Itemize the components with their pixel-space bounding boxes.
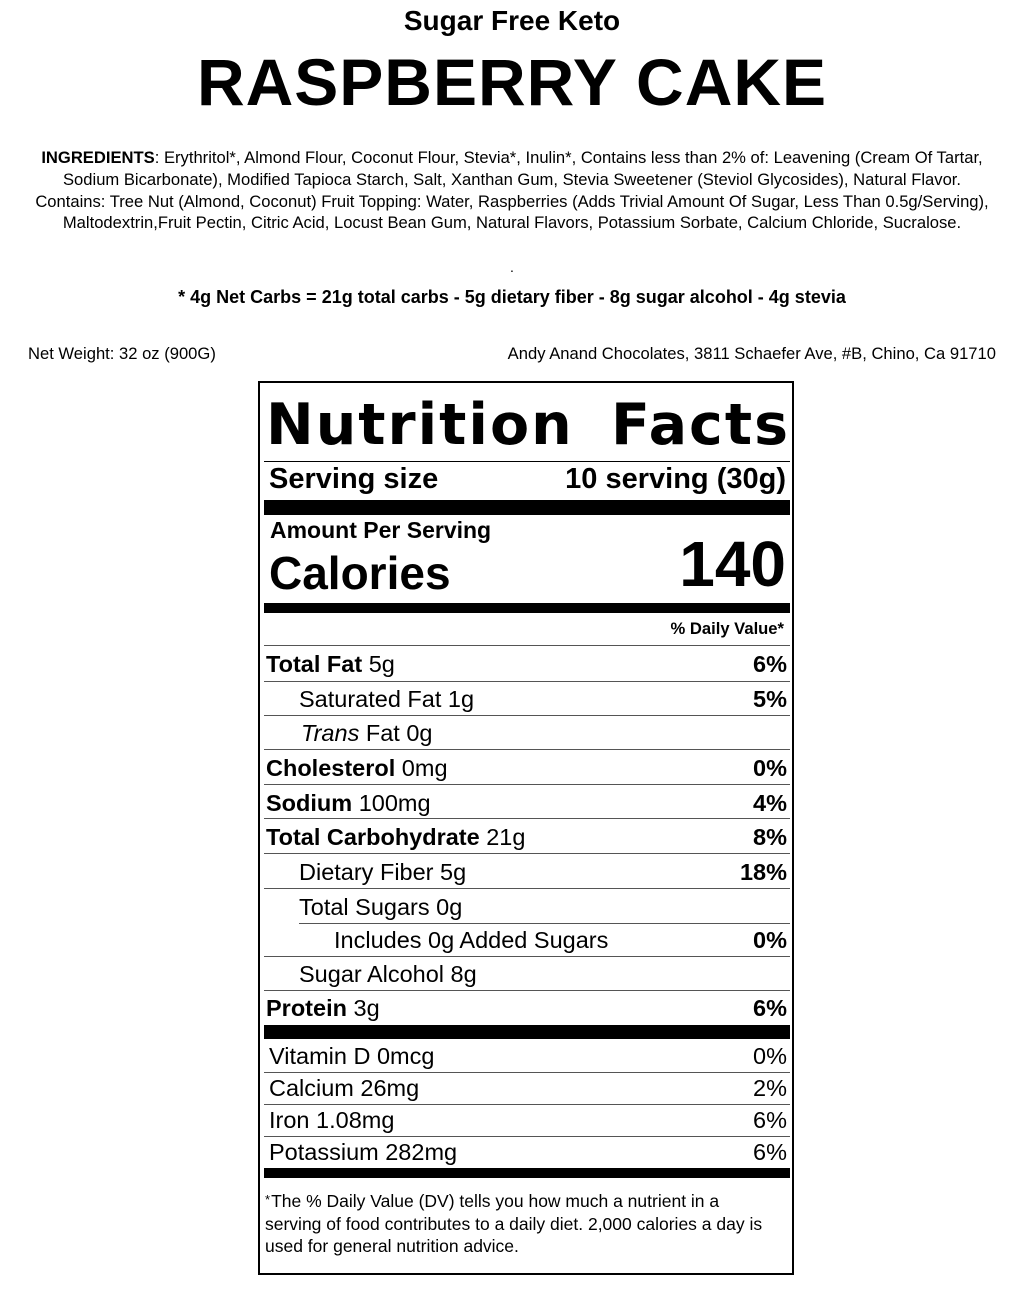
- nutrient-daily-value: 8%: [753, 824, 787, 850]
- nutrient-amount: 5g: [362, 651, 395, 677]
- nutrient-amount: Fat 0g: [359, 720, 433, 746]
- nutrient-label: [266, 994, 380, 1022]
- nutrient-label: [334, 926, 608, 954]
- vitamin-daily-value: 0%: [753, 1043, 787, 1069]
- nutrient-daily-value: 6%: [753, 995, 787, 1021]
- nutrient-amount: Saturated Fat 1g: [299, 686, 475, 712]
- nutrition-title-word: Nutrition: [266, 392, 574, 458]
- nutrient-row: [299, 960, 787, 988]
- nutrient-name: Protein: [266, 995, 347, 1021]
- nutrient-amount: 0mg: [395, 755, 448, 781]
- nutrient-row: [299, 893, 787, 921]
- divider: [264, 1136, 790, 1137]
- thick-rule-calories: [264, 603, 790, 613]
- divider: [264, 1072, 790, 1073]
- thick-rule-top: [264, 500, 790, 515]
- nutrient-amount: 100mg: [352, 790, 431, 816]
- nutrient-daily-value: 0%: [753, 755, 787, 781]
- serving-size-label: Serving size: [269, 463, 439, 495]
- divider: [264, 749, 790, 750]
- nutrient-label: [299, 685, 474, 713]
- nutrient-amount: Dietary Fiber 5g: [299, 859, 467, 885]
- nutrient-row: [299, 858, 787, 886]
- nutrient-label: [266, 823, 525, 851]
- nutrient-row: [266, 994, 787, 1022]
- product-title: RASPBERRY CAKE: [196, 45, 828, 119]
- manufacturer-address: Andy Anand Chocolates, 3811 Schaefer Ave, #B, Chino, Ca 91710: [507, 344, 996, 363]
- divider: [264, 818, 790, 819]
- nutrient-label: [266, 754, 448, 782]
- nutrient-label: [266, 650, 395, 678]
- daily-value-footnote: [265, 1189, 775, 1258]
- nutrient-row: [266, 754, 787, 782]
- divider: [264, 715, 790, 716]
- nutrient-row: [301, 719, 787, 747]
- serving-size-row: [269, 462, 786, 496]
- ingredients-label: INGREDIENTS: [41, 148, 155, 167]
- divider: [264, 956, 790, 957]
- product-subtitle: Sugar Free Keto: [403, 5, 621, 36]
- vitamin-label: Calcium 26mg: [269, 1075, 420, 1101]
- vitamin-daily-value: 2%: [753, 1075, 787, 1101]
- nutrient-row: [266, 823, 787, 851]
- vitamin-row: [269, 1106, 787, 1134]
- vitamin-row: [269, 1042, 787, 1070]
- nutrient-name: Cholesterol: [266, 755, 396, 781]
- divider: [299, 923, 790, 924]
- divider: [264, 1104, 790, 1105]
- nutrient-label: [301, 719, 432, 747]
- nutrient-daily-value: 6%: [753, 651, 787, 677]
- divider: [264, 888, 790, 889]
- divider: [264, 853, 790, 854]
- nutrient-label: [299, 893, 462, 921]
- nutrient-label: [266, 789, 431, 817]
- thick-rule-bottom: [264, 1168, 790, 1178]
- nutrient-row: [334, 926, 787, 954]
- divider: [264, 645, 790, 646]
- nutrient-daily-value: 5%: [753, 686, 787, 712]
- amount-per-serving: Amount Per Serving: [270, 517, 492, 543]
- nutrition-facts-title: [266, 393, 790, 457]
- nutrient-row: [266, 789, 787, 817]
- vitamin-label: Iron 1.08mg: [269, 1107, 395, 1133]
- nutrient-daily-value: 18%: [739, 859, 787, 885]
- vitamin-label: Potassium 282mg: [269, 1139, 458, 1165]
- vitamin-row: [269, 1138, 787, 1166]
- nutrient-name-italic: Trans: [301, 720, 360, 746]
- ingredients-text: [30, 147, 994, 234]
- footnote-text: The % Daily Value (DV) tells you how much a nutrient in a serving of food contributes to a daily diet. 2,000 calories a day is used for general nutrition advice.: [265, 1191, 763, 1256]
- facts-title-word: Facts: [610, 392, 790, 458]
- net-carbs-note: * 4g Net Carbs = 21g total carbs - 5g dietary fiber - 8g sugar alcohol - 4g stevia: [178, 287, 846, 307]
- thick-rule-vitamins: [264, 1025, 790, 1039]
- vitamin-label: Vitamin D 0mcg: [269, 1043, 435, 1069]
- nutrient-name: Total Carbohydrate: [266, 824, 480, 850]
- ingredients-list: : Erythritol*, Almond Flour, Coconut Flour, Stevia*, Inulin*, Contains less than 2% of: Leavening (Cream Of Tartar, Sodium Bicarbonate), Modified Tapioca Starch, Salt, Xanthan Gum, Stevia Sweetener (Steviol Glycosides), Natural Flavor. Contains: Tree Nut (Almond, Coconut) Fruit Topping: Water, Raspberries (Adds Trivial Amount Of Sugar, Less Than 0.5g/Serving), Maltodextrin,Fruit Pectin, Citric Acid, Locust Bean Gum, Natural Flavors, Potassium Sorbate, Calcium Chloride, Sucralose.: [35, 148, 989, 233]
- nutrient-amount: Sugar Alcohol 8g: [299, 961, 477, 987]
- nutrient-label: [299, 858, 466, 886]
- nutrient-amount: 21g: [479, 824, 526, 850]
- nutrient-label: [299, 960, 477, 988]
- nutrient-amount: 3g: [346, 995, 380, 1021]
- nutrient-row: [266, 650, 787, 678]
- nutrient-amount: Total Sugars 0g: [299, 894, 463, 920]
- vitamin-daily-value: 6%: [753, 1107, 787, 1133]
- nutrient-daily-value: 0%: [753, 927, 787, 953]
- divider: [264, 681, 790, 682]
- calories-value: 140: [679, 528, 786, 600]
- nutrient-daily-value: 4%: [753, 790, 787, 816]
- nutrient-row: [299, 685, 787, 713]
- nutrient-amount: Includes 0g Added Sugars: [334, 927, 609, 953]
- calories-label: Calories: [269, 547, 451, 599]
- daily-value-header: % Daily Value*: [670, 619, 784, 638]
- serving-size-value: 10 serving (30g): [565, 463, 786, 495]
- vitamin-daily-value: 6%: [753, 1139, 787, 1165]
- divider: [264, 784, 790, 785]
- separator-dot: .: [510, 259, 514, 275]
- divider: [264, 990, 790, 991]
- vitamin-row: [269, 1074, 787, 1102]
- net-weight: Net Weight: 32 oz (900G): [28, 344, 216, 363]
- nutrient-name: Sodium: [266, 790, 353, 816]
- nutrient-name: Total Fat: [266, 651, 363, 677]
- footnote-asterisk: *: [265, 1192, 271, 1207]
